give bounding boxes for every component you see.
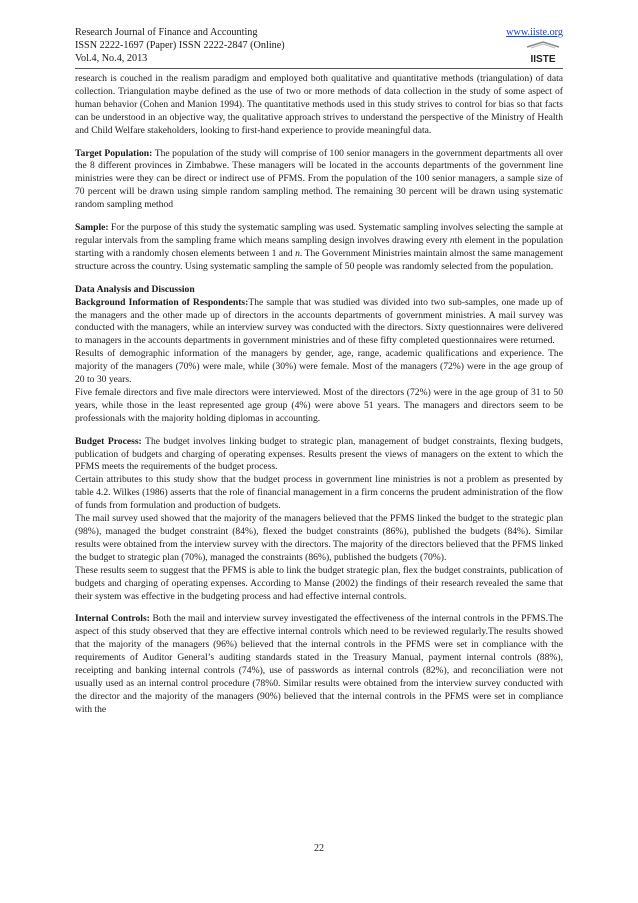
sample-n: n [295, 247, 300, 259]
paragraph-budget-attributes: Certain attributes to this study show that the budget process in government line ministries is not a problem as presented by table 4.2. Wilkes (1986) asserts that the role of financial management in a firm concerns the prudent administration of the flow of funds from formulation and production of budgets. [75, 474, 563, 512]
paragraph-sample [75, 222, 563, 274]
paragraph-internal-controls [75, 613, 563, 716]
budget-process-label: Budget Process: [75, 435, 142, 447]
volume-line: Vol.4, No.4, 2013 [75, 53, 148, 64]
article-body [75, 73, 563, 717]
header-rule [75, 68, 563, 69]
sample-text-b: th element in the population starting with a randomly chosen elements between 1 and [75, 234, 563, 259]
iiste-logo-icon [523, 41, 563, 65]
internal-controls-text: Both the mail and interview survey investigated the effectiveness of the internal controls in the PFMS.The aspect of this study observed that they are effective internal controls which need to be reviewed regularly.The results showed that the majority of the managers (96%) believed that the internal controls in the PFMS were set in compliance with the requirements of Auditor General’s auditing standards stated in the Treasury Manual, payment internal controls (88%), receipting and banking internal controls (74%), use of passwords as internal controls (82%), and reconciliation were not usually used as an internal control procedure (78%0. Similar results were obtained from the interview survey conducted with the director and the majority of the managers (90%) believed that the internal controls in the PFMS were set in compliance with the [75, 613, 563, 715]
sample-text-a: For the purpose of this study the systematic sampling was used. Systematic sampling involves selecting the sample at regular intervals from the sampling frame which means sampling design involves drawing every [75, 222, 563, 246]
paragraph-background [75, 297, 563, 349]
paragraph-methodology: research is couched in the realism paradigm and employed both qualitative and quantitative methods (triangulation) of data collection. Triangulation maybe defined as the use of two or more methods of data collection in the study of some aspect of human behavior (Cohen and Manion 1994). The quantitative methods used in this study strives to control for bias so that facts can be understood in an objective way, the qualitative approach strives to understand the perspective of the Ministry of Health and Child Welfare stakeholders, looking to first-hand experience to provide meaningful data. [75, 73, 563, 136]
paragraph-budget-process [75, 436, 563, 475]
paragraph-target-population [75, 148, 563, 213]
paragraph-results: Results of demographic information of the managers by gender, age, range, academic qualifications and experience. The majority of the managers (70%) were male, while (30%) were female. Most of the managers (72%) were in the age group of 20 to 30 years. [75, 348, 563, 386]
background-text: The sample that was studied was divided into two sub-samples, one made up of the managers and the other made up of directors in the accounts departments of government ministries. A mail survey was conducted with the managers, while an interview survey was conducted with the directors. Sixty questionnaires were delivered to managers in the accounts departments in government ministries and of these fifty completed questionnaires were returned. [75, 296, 564, 347]
issn-line: ISSN 2222-1697 (Paper) ISSN 2222-2847 (Online) [75, 40, 285, 51]
paragraph-directors: Five female directors and five male directors were interviewed. Most of the directors (72%) were in the age group of 31 to 50 years, while those in the least represented age group (4%) were above 51 years. The managers and directors seem to be professionals with the majority holding diplomas in accounting. [75, 386, 563, 424]
sample-text-c: . The Government Ministries maintain almost the same management structure across the country. Using systematic sampling the sample of 50 people was randomly selected from the population. [75, 247, 563, 272]
paragraph-budget-survey: The mail survey used showed that the majority of the managers believed that the PFMS linked the budget to the strategic plan (98%), managed the budget constraint (84%), flexed the budget constraints (86%), published the budgets (84%). Similar results were obtained from the interview survey with the directors. The majority of the directors believed that the PFMS linked the budget to strategic plan (70%), managed the constraints (86%), published the budgets (70%). [75, 513, 563, 563]
journal-title: Research Journal of Finance and Accounting [75, 27, 258, 38]
target-population-text: The population of the study will comprise of 100 senior managers in the government departments all over the 8 different provinces in Zimbabwe. These managers will be located in the accounts departments of the government line ministries were they can be direct or indirect use of PFMS. From the population of the 100 senior managers, a sample size of 70 percent will be drawn using simple random sampling method. The remaining 30 percent will be drawn using systematic random sampling method [75, 147, 563, 211]
internal-controls-label: Internal Controls: [75, 613, 150, 625]
background-label: Background Information of Respondents: [75, 296, 249, 308]
sample-nth: n [449, 234, 455, 246]
sample-label: Sample: [75, 222, 109, 234]
page-number: 22 [314, 843, 324, 854]
page-header [75, 26, 563, 65]
logo-text: IISTE [530, 54, 556, 65]
data-analysis-heading: Data Analysis and Discussion [75, 283, 195, 295]
journal-url-link[interactable]: www.iiste.org [506, 27, 563, 38]
budget-process-text: The budget involves linking budget to strategic plan, management of budget constraints, flexing budgets, publication of budgets and charging of operating expenses. Results present the views of managers on the extent to which the PFMS meets the requirements of the budget process. [75, 435, 564, 473]
paragraph-budget-conclusion: These results seem to suggest that the PFMS is able to link the budget strategic plan, flex the budget constraints, publication of budgets and charging of operating expenses. According to Manse (2002) the findings of their research revealed the same that their system was effective in the budgeting process and had effective internal controls. [75, 564, 563, 602]
target-population-label: Target Population: [75, 147, 153, 159]
